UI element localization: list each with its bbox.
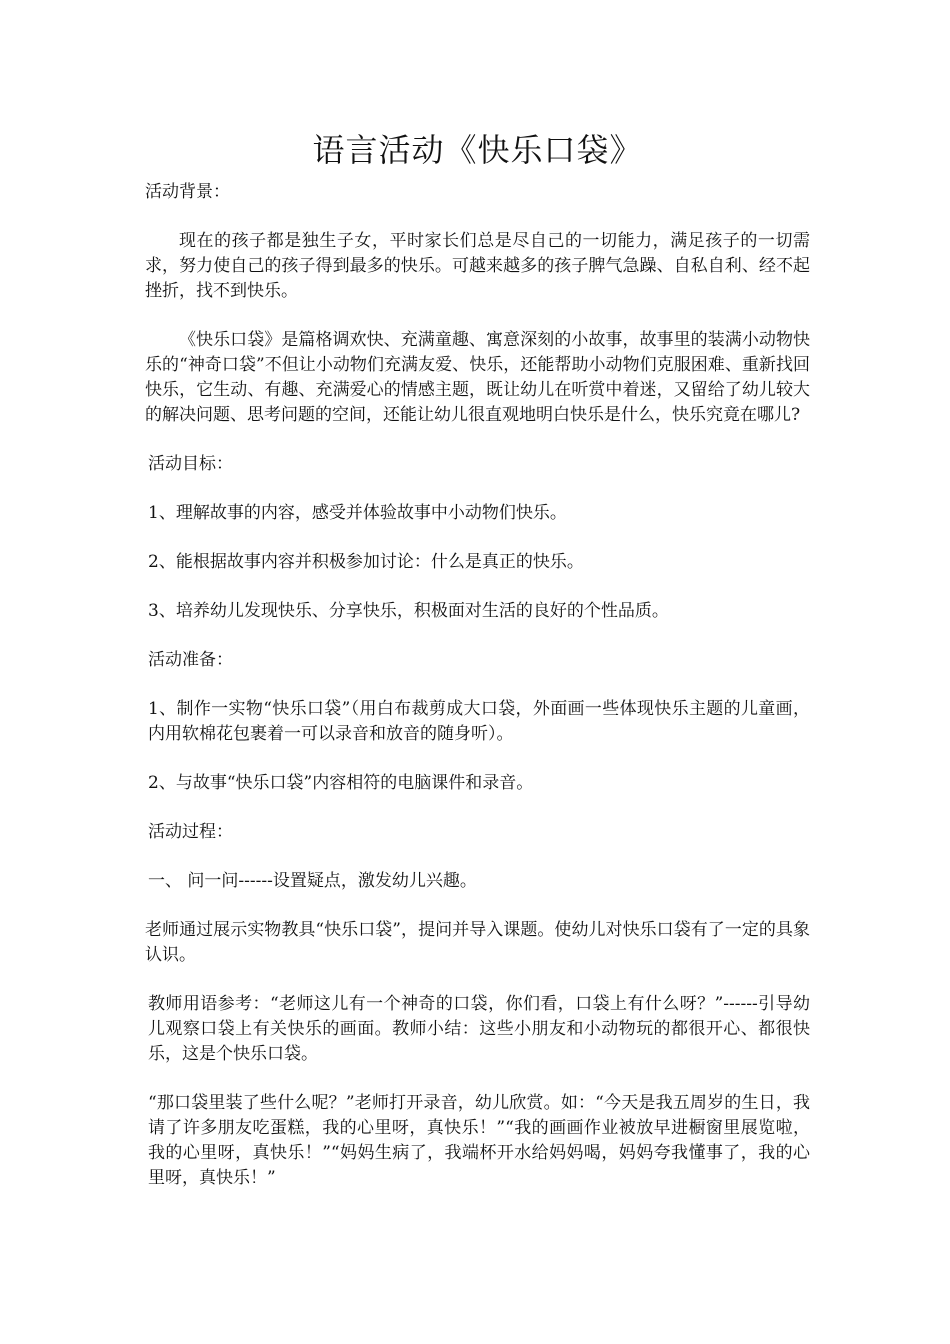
spacer [145,968,810,992]
spacer [145,205,810,229]
document-page [145,128,810,1191]
process-paragraph-1: 老师通过展示实物教具“快乐口袋”，提问并导入课题。使幼儿对快乐口袋有了一定的具象认识。 [145,920,810,965]
spacer [145,428,810,452]
spacer [145,1067,810,1091]
goals-heading: 活动目标： [148,454,233,474]
goal-item-3: 3、培养幼儿发现快乐、分享快乐，积极面对生活的良好的个性品质。 [148,601,669,621]
spacer [145,526,810,550]
spacer [145,575,810,599]
spacer [145,624,810,648]
spacer [145,894,810,918]
process-paragraph-3: “那口袋里装了些什么呢？”老师打开录音，幼儿欣赏。如：“今天是我五周岁的生日，我请了许多朋友吃蛋糕，我的心里呀，真快乐！”“我的画画作业被放早进橱窗里展览啦，我的心里呀，真快乐！”“妈妈生病了，我端杯开水给妈妈喝，妈妈夸我懂事了，我的心里呀，真快乐！” [148,1093,810,1188]
prep-item-2: 2、与故事“快乐口袋”内容相符的电脑课件和录音。 [148,773,534,793]
spacer [145,673,810,697]
goal-item-1: 1、理解故事的内容，感受并体验故事中小动物们快乐。 [148,503,567,523]
background-paragraph-1: 现在的孩子都是独生子女，平时家长们总是尽自己的一切能力，满足孩子的一切需求，努力使自己的孩子得到最多的快乐。可越来越多的孩子脾气急躁、自私自利、经不起挫折，找不到快乐。 [145,231,810,301]
spacer [145,747,810,771]
document-title: 语言活动《快乐口袋》 [312,131,643,169]
background-paragraph-2: 《快乐口袋》是篇格调欢快、充满童趣、寓意深刻的小故事，故事里的装满小动物快乐的“神奇口袋”不但让小动物们充满友爱、快乐，还能帮助小动物们克服困难、重新找回快乐，它生动、有趣、充满爱心的情感主题，既让幼儿在听赏中着迷，又留给了幼儿较大的解决问题、思考问题的空间，还能让幼儿很直观地明白快乐是什么，快乐究竟在哪儿? [145,330,810,425]
process-paragraph-2: 教师用语参考：“老师这儿有一个神奇的口袋，你们看，口袋上有什么呀？”------引导幼儿观察口袋上有关快乐的画面。教师小结：这些小朋友和小动物玩的都很开心、都很快乐，这是个快乐口袋。 [148,994,810,1064]
process-heading: 活动过程： [148,822,233,842]
process-step-1: 一、 问一问------设置疑点，激发幼儿兴趣。 [148,871,477,891]
prep-heading: 活动准备： [148,650,233,670]
spacer [145,304,810,328]
background-heading: 活动背景： [145,182,230,202]
goal-item-2: 2、能根据故事内容并积极参加讨论：什么是真正的快乐。 [148,552,584,572]
spacer [145,477,810,501]
spacer [145,845,810,869]
prep-item-1: 1、制作一实物“快乐口袋”（用白布裁剪成大口袋，外面画一些体现快乐主题的儿童画，内用软棉花包裹着一可以录音和放音的随身听）。 [148,699,810,744]
spacer [145,796,810,820]
